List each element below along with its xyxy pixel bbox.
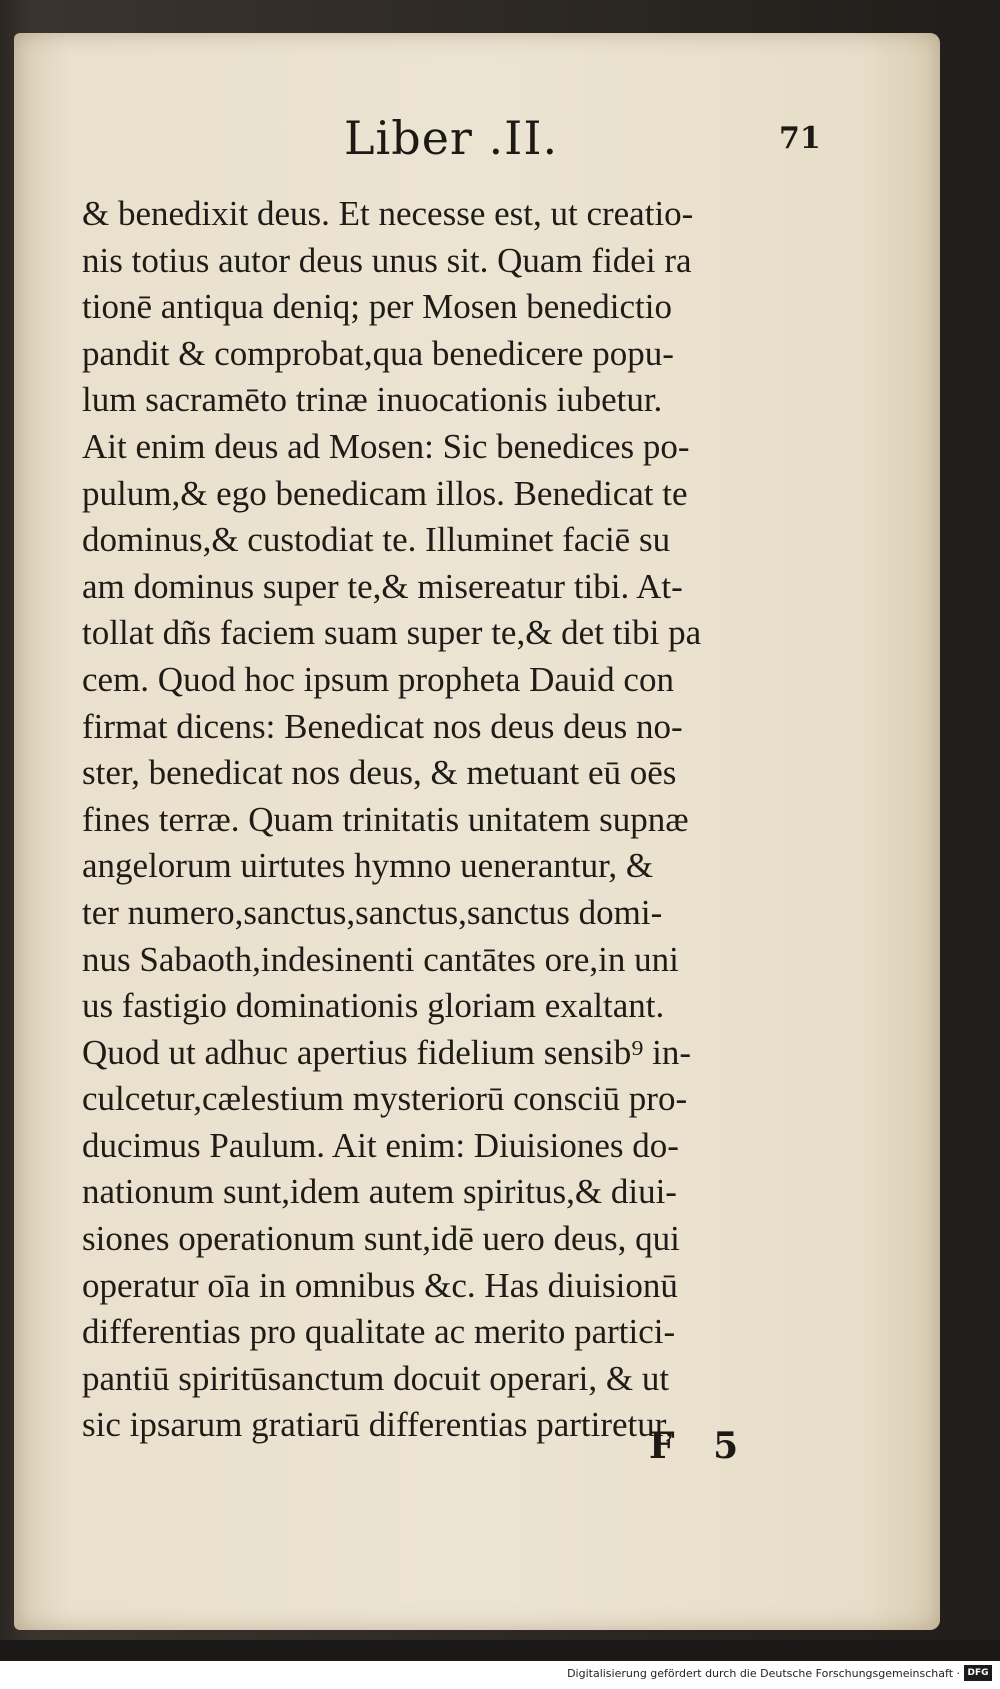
text-line: pantiū spiritūsanctum docuit operari, & ut [82,1358,670,1398]
text-line: dominus,& custodiat te. Illuminet faciē su [82,520,671,560]
text-line: ducimus Paulum. Ait enim: Diuisiones do- [82,1125,679,1165]
text-line: nis totius autor deus unus sit. Quam fidei ra [82,240,692,280]
text-line: culcetur,cælestium mysteriorū consciū pro- [82,1079,688,1119]
text-line: cem. Quod hoc ipsum propheta Dauid con [82,659,674,699]
text-line: Quod ut adhuc apertius fidelium sensib⁹ in- [82,1032,692,1072]
text-line: firmat dicens: Benedicat nos deus deus no- [82,706,683,746]
text-line: angelorum uirtutes hymno uenerantur, & [82,846,654,886]
text-line: siones operationum sunt,idē uero deus, qui [82,1219,680,1259]
text-line: Ait enim deus ad Mosen: Sic benedices po- [82,426,690,466]
text-line: tollat dñs faciem suam super te,& det tibi pa [82,613,702,653]
text-line: & benedixit deus. Et necesse est, ut creatio- [82,194,694,233]
text-line: nationum sunt,idem autem spiritus,& diui- [82,1172,677,1212]
text-line: ster, benedicat nos deus, & metuant eū oēs [82,753,677,793]
text-line: nus Sabaoth,indesinenti cantātes ore,in uni [82,939,679,979]
digitization-credit: Digitalisierung gefördert durch die Deutsche Forschungsgemeinschaft · [567,1667,960,1680]
body-text [82,191,847,1449]
book-page [14,33,940,1630]
text-line: lum sacramēto trinæ inuocationis iubetur. [82,380,663,420]
text-line: pulum,& ego benedicam illos. Benedicat te [82,473,688,513]
page-number: 71 [779,121,821,156]
dfg-logo-icon: DFG [964,1665,992,1681]
text-line: differentias pro qualitate ac merito partici- [82,1312,676,1352]
running-head: Liber .II. [344,111,559,165]
text-line: us fastigio dominationis gloriam exaltant. [82,986,665,1026]
text-line: sic ipsarum gratiarū differentias partiretur, [82,1405,674,1445]
signature-mark: F 5 [649,1425,739,1467]
text-line: ter numero,sanctus,sanctus,sanctus domi- [82,892,663,932]
text-line: tionē antiqua deniq; per Mosen benedictio [82,287,672,327]
text-line: operatur oīa in omnibus &c. Has diuisionū [82,1265,678,1305]
text-line: pandit & comprobat,qua benedicere popu- [82,333,674,373]
text-line: fines terræ. Quam trinitatis unitatem supnæ [82,799,689,839]
text-line: am dominus super te,& misereatur tibi. At- [82,566,683,606]
